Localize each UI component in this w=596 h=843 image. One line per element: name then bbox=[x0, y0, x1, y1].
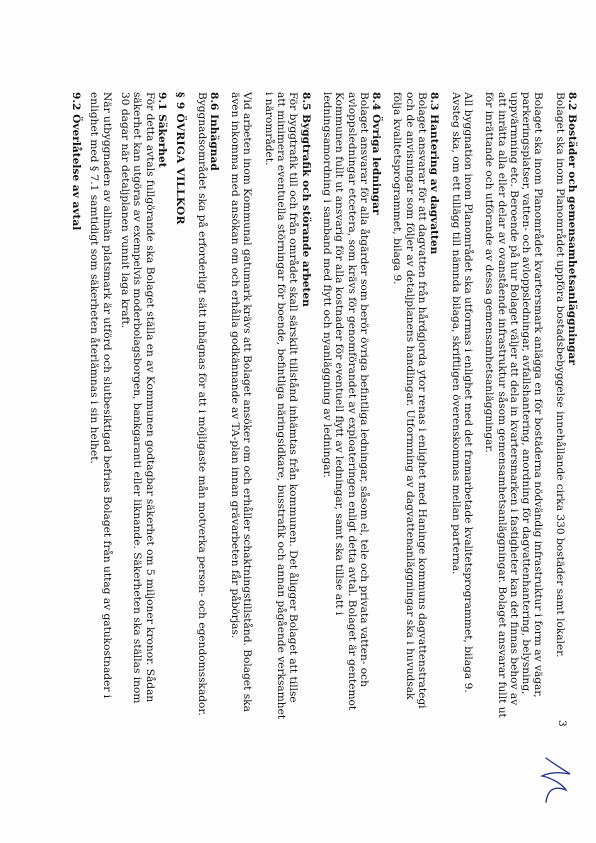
paragraph: Bolaget ansvarar för att dagvatten från hårdgjorda ytor renas i enlighet med Haninge kommuns dagvattenstrategi och de anvisningar som följer av detaljplanens handlingar. Utformning av dagvattenanläggningar ska i huvudsak följa kvalitetsprogrammet, bilaga 9. bbox=[391, 92, 429, 709]
paragraph: När utbyggnaden av allmän platsmark är utförd och slutbesiktigad befrias Bolaget från uttag av gatukostnader i enlighet med § 7.1 samtidigt som säkerheten återlämnas i sin helhet. bbox=[88, 92, 113, 699]
paragraph: Bolaget ansvarar för alla åtgärder som berör övriga befintliga ledningar, såsom el, tele och privata vatten- och avloppsledningar etcetera, som krävs för genomförandet av exploateringen enligt detta avtal. Bolaget är gentemot Kommunen fullt ut ansvarig för alla kostnader för eventuell flytt av ledningar, samt ska tillse att i ledningsamordning i samband med flytt och nyanläggning av ledningar. bbox=[320, 92, 370, 711]
paragraph: Byggnadsområdet ska på erforderligt sätt inhägnas för att i möjligaste mån motverka person- och egendomsskador. bbox=[195, 92, 208, 716]
heading-8-3: 8.3 Hantering av dagvatten bbox=[428, 92, 441, 255]
page-number: 3 bbox=[556, 720, 568, 727]
chapter-heading: § 9 ÖVRIGA VILLKOR bbox=[174, 92, 187, 225]
heading-9-2: 9.2 Överlåtelse av avtal bbox=[70, 92, 83, 231]
heading-8-5: 8.5 Byggtrafik och störande arbeten bbox=[299, 92, 312, 307]
text-column bbox=[70, 92, 578, 720]
paragraph: Bolaget ska inom Planområdet kvartersmark anlägga en för bostäderna nödvändig infrastruktur i form av vägar, parkeringsplatser, vatten- och avloppsledningar, avfallshantering, anordning för dagvattenhantering, belysning, uppvärmning etc. Beroende på hur Bolaget väljer att dela in kvartersmarken i fastigheter kan det finnas behov av att inrätta alla eller delar av ovanstående infrastruktur såsom gemensamhetsanläggningar. Bolaget ansvarar fullt ut för inrättande och utförande av dessa gemensamhetsanläggningar. bbox=[483, 92, 545, 718]
paragraph: För detta avtals fullgörande ska Bolaget ställa en av Kommunen godtagbar säkerhet om 5 miljoner kronor. Sådan säkerhet kan utgöras av exempelvis moderbolagsborgen, bankgaranti eller liknande. Säkerheten ska ställas inom 30 dagar när detaljplanen vunnit laga kraft. bbox=[119, 92, 156, 704]
paragraph: Bolaget ska inom Planområdet uppföra bostadsbebyggelse innehållande cirka 330 bostäder samt lokaler. bbox=[553, 92, 566, 658]
paragraph: För byggtrafik till och från området skall särskilt tillstånd inhämtas från kommunen. Det åligger Bolaget att tillse att minimera eventuella störningar för boende, befintliga näringsidkare, busstrafik och annan pågående verksamhet i närområdet. bbox=[262, 92, 300, 720]
signature-initials bbox=[536, 750, 576, 810]
heading-8-2: 8.2 Bostäder och gemensamhetsanläggningar bbox=[566, 92, 578, 365]
paragraph: Vid arbeten inom Kommunal gatumark krävs att Bolaget ansöker om och erhåller schaktningstillstånd. Bolaget ska även inkomma med ansökan om och erhålla godkännande av TA-plan innan grävarbeten får påbörjas. bbox=[229, 92, 254, 712]
paragraph: All byggnation inom Planområdet ska utformas i enlighet med det framarbetade kvalitetsprogrammet, bilaga 9. Avsteg ska, om ett tillägg till nämnda bilaga, skriftligen överenskommas mellan parterna. bbox=[449, 92, 474, 693]
heading-8-6: 8.6 Inhägnad bbox=[207, 92, 220, 171]
heading-9-1: 9.1 Säkerhet bbox=[155, 92, 168, 168]
heading-8-4: 8.4 Övriga ledningar bbox=[370, 92, 383, 215]
